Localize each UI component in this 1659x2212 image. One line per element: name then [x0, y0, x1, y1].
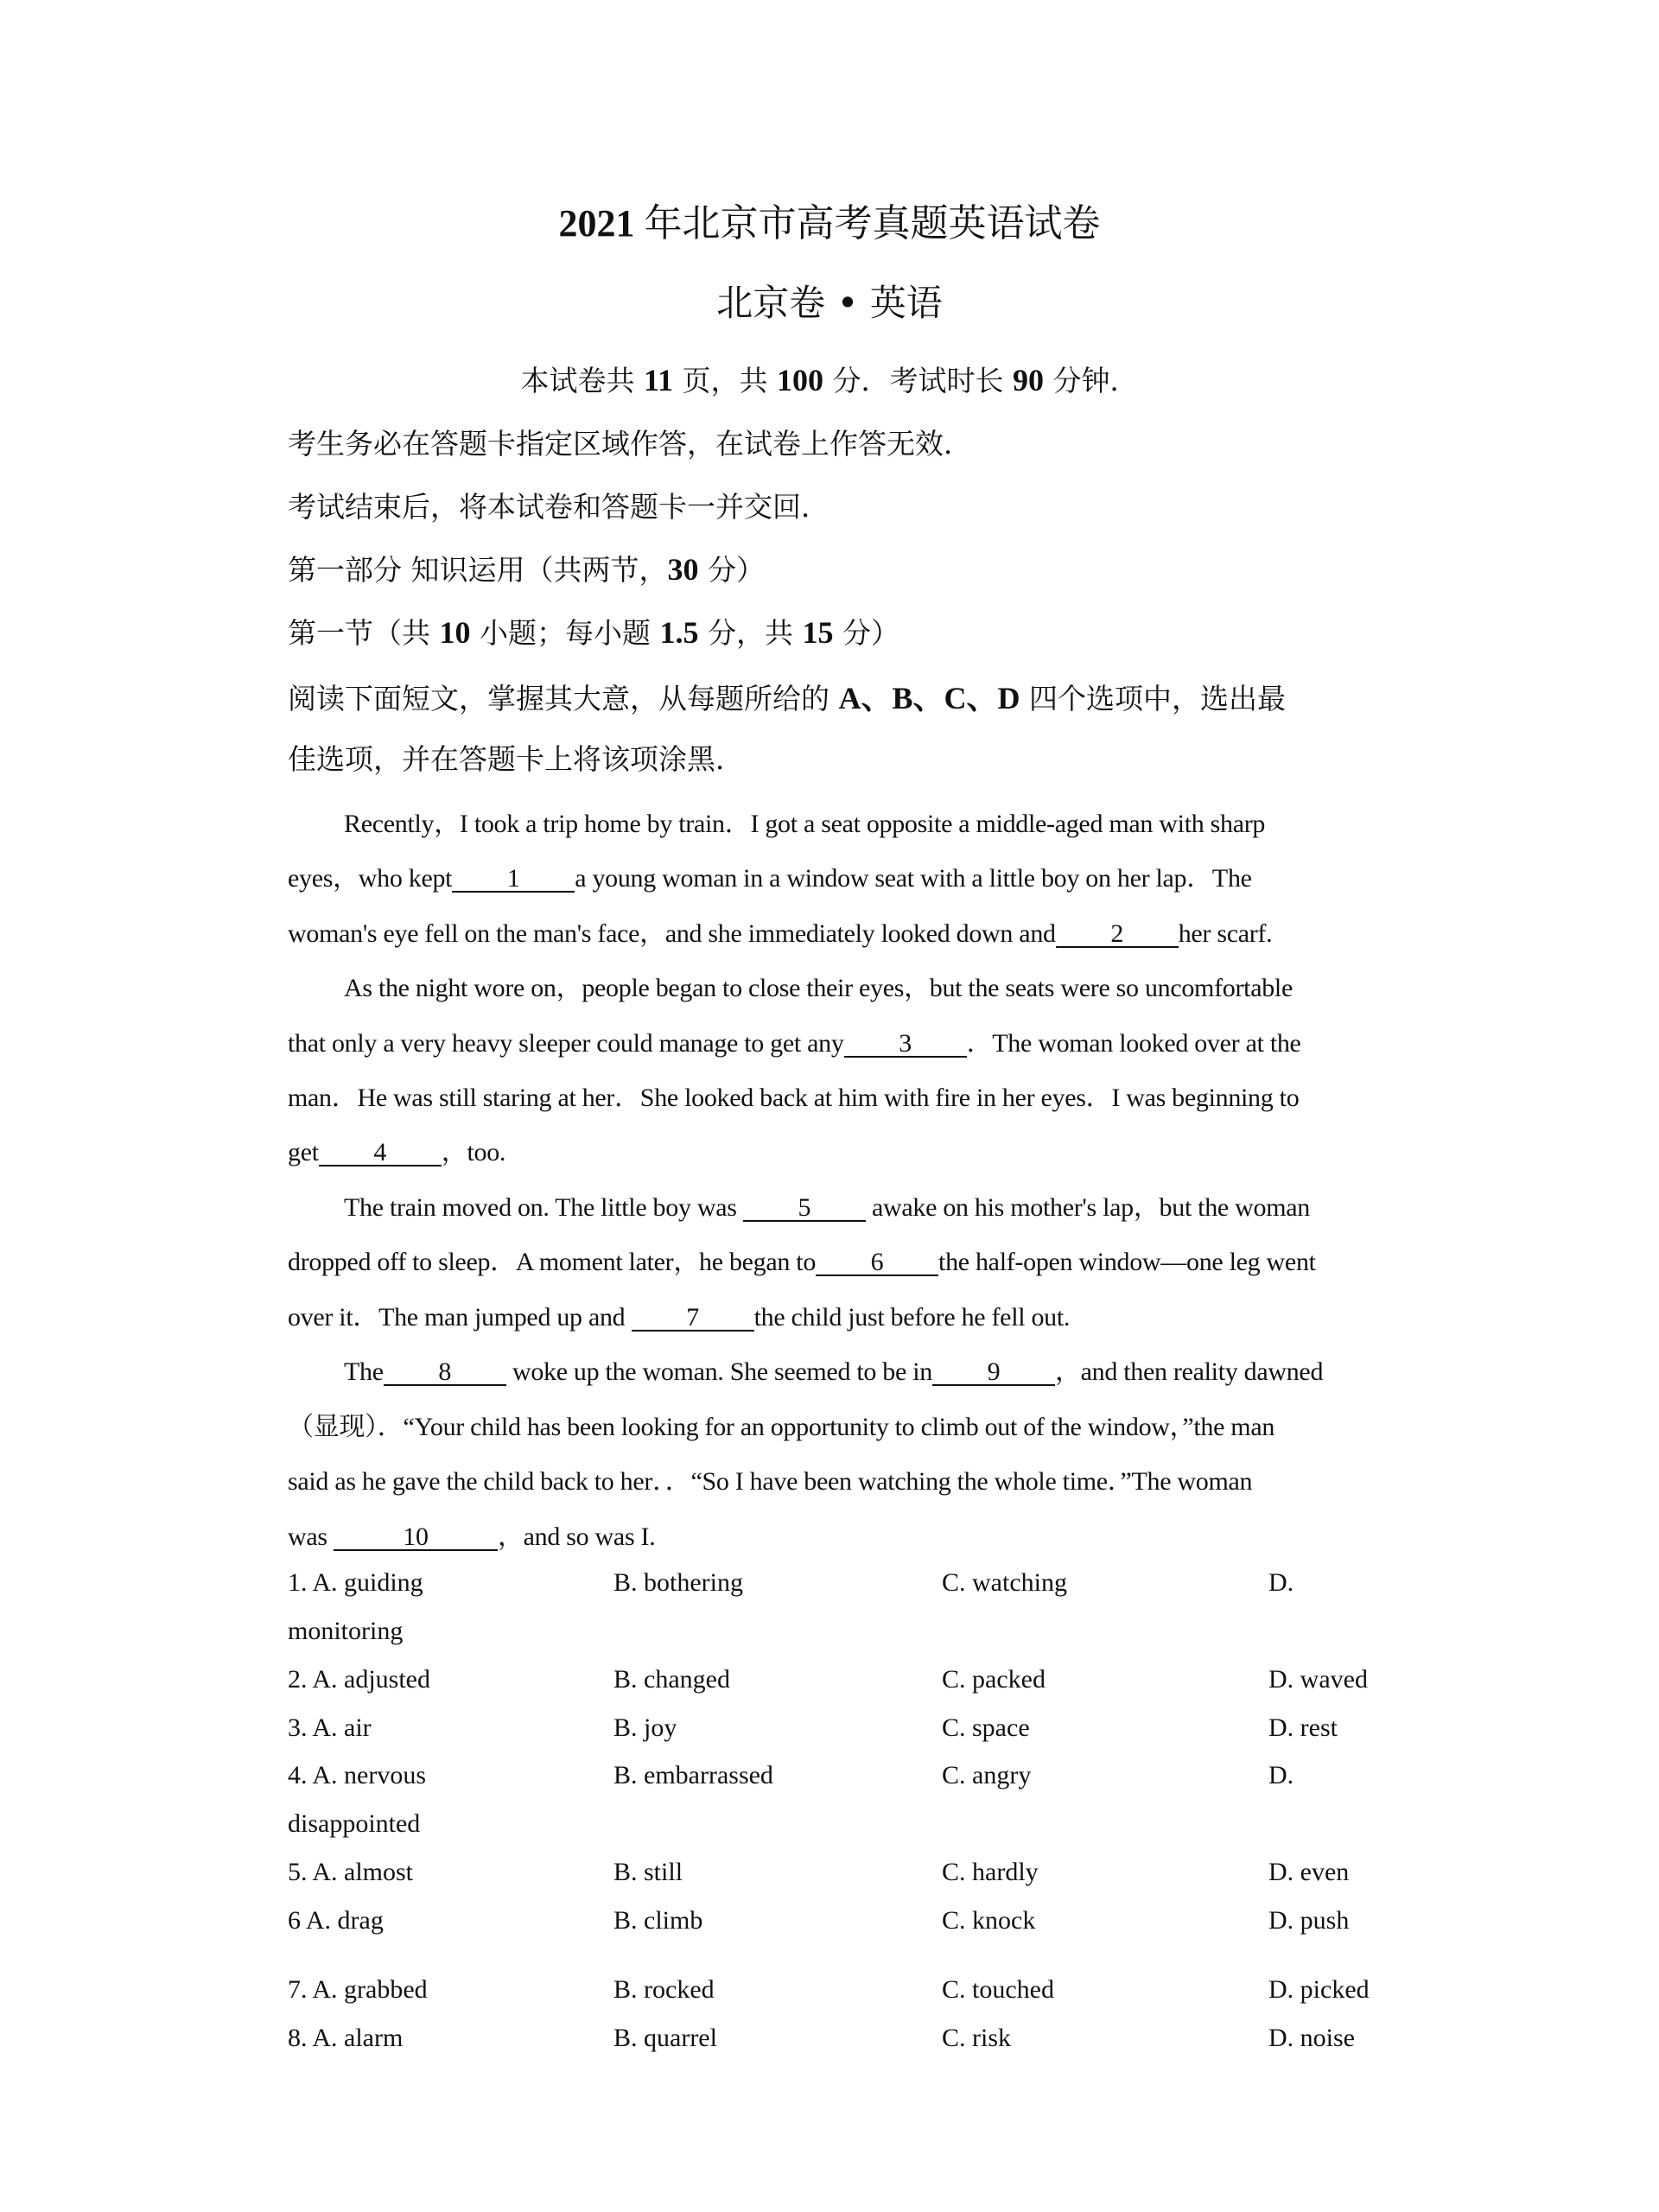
instruction-line: 考试结束后，将本试卷和答题卡一并交回．	[288, 490, 830, 524]
part-score: 30	[667, 552, 699, 587]
option-q6-d: D. push	[1268, 1906, 1350, 1935]
option-q2-c: C. packed	[942, 1665, 1046, 1694]
page-subtitle: 北京卷 • 英语	[716, 282, 943, 324]
option-q3-a: 3. A. air	[288, 1713, 372, 1742]
page-count: 11	[644, 363, 674, 397]
passage-line	[288, 1515, 1404, 1553]
option-q6-c: C. knock	[942, 1906, 1036, 1935]
section-text: 第一节（共	[288, 616, 440, 650]
passage-line	[288, 1240, 1404, 1278]
blank-2: 2	[1056, 922, 1179, 948]
passage-line	[344, 1350, 1404, 1388]
option-q5-c: C. hardly	[942, 1858, 1039, 1886]
section-num: 15	[802, 615, 834, 650]
option-q2-b: B. changed	[613, 1665, 730, 1694]
passage-text: awake on his mother's lap，but the woman	[865, 1193, 1310, 1222]
passage-line	[288, 856, 1404, 894]
option-q7-c: C. touched	[942, 1975, 1054, 2004]
passage-line	[288, 1021, 1404, 1059]
info-text: 分．考试时长	[823, 364, 1013, 397]
part-text: 第一部分 知识运用（共两节，	[288, 553, 668, 587]
section-text: 小题；每小题	[470, 616, 660, 650]
section-text: 分）	[833, 616, 899, 650]
option-q7-b: B. rocked	[613, 1975, 715, 2004]
blank-8: 8	[384, 1360, 506, 1386]
option-q8-c: C. risk	[942, 2024, 1012, 2052]
total-score: 100	[777, 363, 823, 397]
option-q1-a: 1. A. guiding	[288, 1568, 423, 1597]
option-q2-a: 2. A. adjusted	[288, 1665, 430, 1694]
section-num: 10	[439, 615, 471, 650]
directions-text: 阅读下面短文，掌握其大意，从每题所给的	[288, 682, 839, 715]
passage-line: （显现）．“Your child has been looking for an opportunity to climb out of the window，”the man	[288, 1413, 1275, 1441]
blank-6: 6	[816, 1250, 938, 1276]
passage-text: the child just before he fell out.	[753, 1303, 1071, 1332]
option-q7-d: D. picked	[1268, 1975, 1370, 2004]
option-q1-b: B. bothering	[613, 1568, 743, 1597]
passage-line	[288, 1295, 1404, 1333]
option-q2-d: D. waved	[1268, 1665, 1368, 1694]
option-q3-b: B. joy	[613, 1713, 677, 1742]
option-q8-d: D. noise	[1268, 2024, 1355, 2052]
passage-text: ，and then reality dawned	[1054, 1357, 1324, 1386]
option-q1-c: C. watching	[942, 1568, 1067, 1597]
passage-text: a young woman in a window seat with a little boy on her lap．The	[575, 864, 1252, 893]
option-q6-a: 6 A. drag	[288, 1906, 384, 1935]
passage-text: the half-open window—one leg went	[938, 1248, 1316, 1276]
option-q8-b: B. quarrel	[613, 2024, 717, 2052]
title-text: 年北京市高考真题英语试卷	[634, 202, 1101, 245]
option-q5-d: D. even	[1268, 1858, 1350, 1886]
option-q6-b: B. climb	[613, 1906, 703, 1935]
section-text: 分，共	[698, 616, 803, 650]
option-q1-d-text: monitoring	[288, 1617, 404, 1645]
passage-text: ．The woman looked over at the	[966, 1029, 1301, 1058]
directions	[288, 674, 1286, 718]
passage-text: ，and so was I.	[497, 1522, 656, 1551]
option-q4-c: C. angry	[942, 1761, 1032, 1789]
passage-text: The	[344, 1357, 384, 1386]
blank-5: 5	[743, 1196, 866, 1222]
passage-text: was	[288, 1522, 334, 1551]
blank-4: 4	[319, 1141, 442, 1166]
directions-text: 四个选项中，选出最	[1020, 682, 1287, 715]
info-text: 分钟．	[1043, 364, 1139, 397]
passage-text: eyes，who kept	[288, 864, 453, 893]
option-q4-d-text: disappointed	[288, 1809, 421, 1838]
blank-10: 10	[334, 1525, 498, 1551]
passage-text: get	[288, 1138, 319, 1166]
option-q5-a: 5. A. almost	[288, 1858, 414, 1886]
passage-text: The train moved on. The little boy was	[344, 1193, 743, 1222]
section-num: 1.5	[659, 615, 699, 650]
option-q5-b: B. still	[613, 1858, 683, 1886]
option-q8-a: 8. A. alarm	[288, 2024, 404, 2052]
passage-text: that only a very heavy sleeper could manage to get any	[288, 1029, 844, 1058]
option-q3-c: C. space	[942, 1713, 1030, 1742]
option-q1-d: D.	[1268, 1568, 1294, 1597]
option-q7-a: 7. A. grabbed	[288, 1975, 428, 2004]
info-text: 本试卷共	[520, 364, 644, 397]
blank-9: 9	[932, 1360, 1055, 1386]
passage-text: ，too.	[441, 1138, 506, 1166]
page-title	[0, 192, 1659, 247]
passage-line	[344, 1185, 1404, 1224]
passage-text: over it．The man jumped up and	[288, 1303, 632, 1332]
passage-text: dropped off to sleep．A moment later，he began to	[288, 1248, 817, 1276]
blank-1: 1	[452, 867, 575, 893]
choice-letters: A、B、C、D	[838, 681, 1020, 715]
info-text: 页，共	[673, 364, 777, 397]
option-q4-b: B. embarrassed	[613, 1761, 773, 1789]
passage-line	[288, 912, 1404, 950]
passage-text: woke up the woman. She seemed to be in	[505, 1357, 932, 1386]
part-heading	[288, 548, 765, 588]
directions: 佳选项，并在答题卡上将该项涂黑．	[288, 742, 744, 776]
passage-text: woman's eye fell on the man's face，and she immediately looked down and	[288, 919, 1056, 948]
passage-text: her scarf.	[1178, 919, 1273, 948]
blank-3: 3	[844, 1032, 967, 1058]
passage-line	[288, 1130, 1404, 1168]
passage-line: man．He was still staring at her．She looked back at him with fire in her eyes．I was beginning to	[288, 1084, 1300, 1112]
option-q4-d: D.	[1268, 1761, 1294, 1789]
instruction-line: 考生务必在答题卡指定区域作答，在试卷上作答无效．	[288, 427, 972, 461]
option-q3-d: D. rest	[1268, 1713, 1338, 1742]
section-heading	[288, 611, 899, 652]
title-year: 2021	[558, 202, 635, 245]
passage-line: said as he gave the child back to her．．“So I have been watching the whole time．”The woman	[288, 1467, 1253, 1496]
part-text: 分）	[698, 553, 765, 587]
blank-7: 7	[632, 1306, 754, 1332]
passage-line: Recently，I took a trip home by train．I got a seat opposite a middle-aged man with sharp	[344, 810, 1266, 838]
duration: 90	[1012, 363, 1044, 397]
option-q4-a: 4. A. nervous	[288, 1761, 426, 1789]
exam-info	[0, 359, 1659, 399]
passage-line: As the night wore on，people began to close their eyes，but the seats were so uncomfortable	[344, 974, 1293, 1002]
